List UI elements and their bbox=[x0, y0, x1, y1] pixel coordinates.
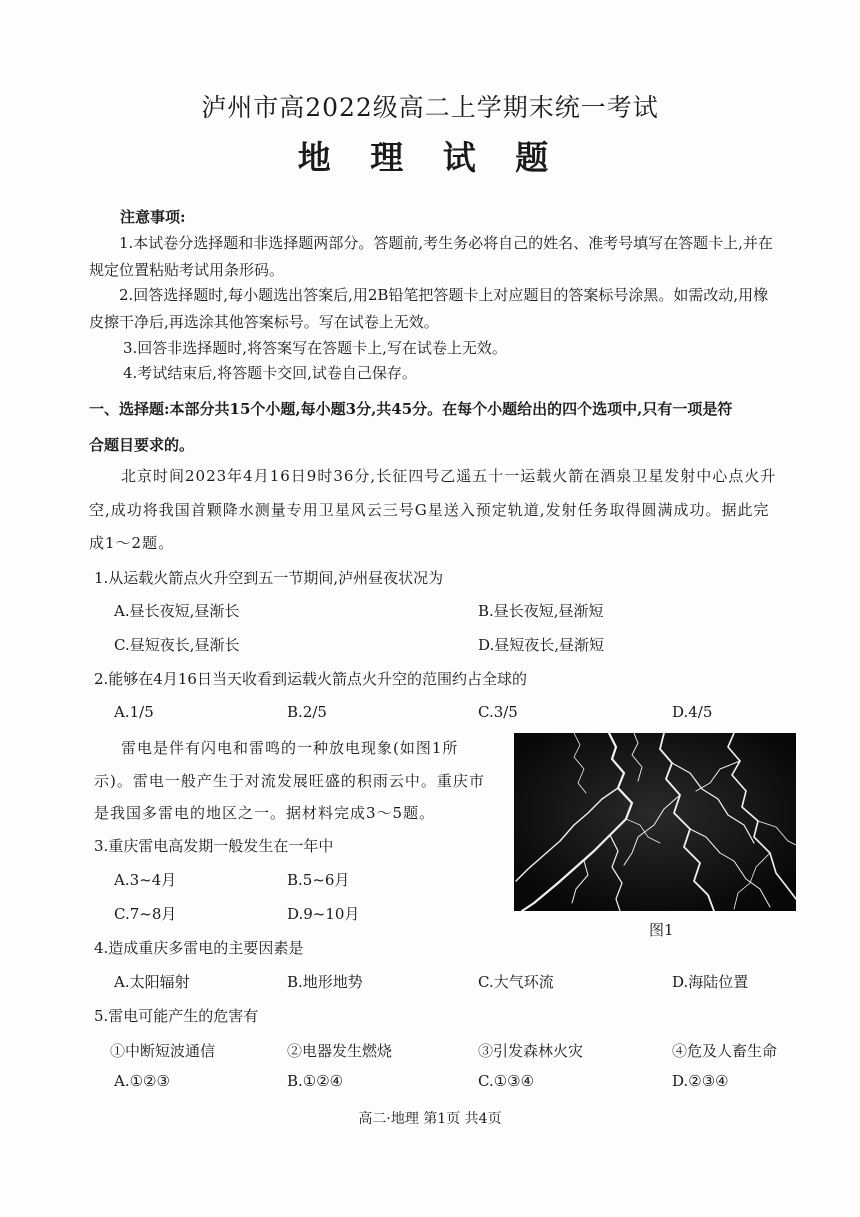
q5-item-3: ③引发森林火灾 bbox=[478, 1042, 584, 1060]
q5-stem: 5.雷电可能产生的危害有 bbox=[94, 1007, 259, 1025]
passage2-line-2: 示)。雷电一般产生于对流发展旺盛的积雨云中。重庆市 bbox=[94, 772, 485, 790]
lightning-icon bbox=[514, 733, 796, 911]
q4-option-a: A.太阳辐射 bbox=[114, 973, 190, 991]
passage1-line-2: 空,成功将我国首颗降水测量专用卫星风云三号G星送入预定轨道,发射任务取得圆满成功。据此完 bbox=[89, 501, 770, 519]
q1-option-c: C.昼短夜长,昼渐长 bbox=[114, 636, 240, 654]
subject-title: 地 理 试 题 bbox=[297, 138, 563, 177]
q5-option-d: D.②③④ bbox=[672, 1072, 729, 1090]
notice-heading: 注意事项: bbox=[120, 208, 186, 226]
q3-option-c: C.7~8月 bbox=[114, 905, 177, 923]
q4-stem: 4.造成重庆多雷电的主要因素是 bbox=[94, 939, 304, 957]
passage1-line-1: 北京时间2023年4月16日9时36分,长征四号乙遥五十一运载火箭在酒泉卫星发射中心点火升 bbox=[121, 467, 777, 485]
q2-option-b: B.2/5 bbox=[287, 703, 327, 721]
q5-option-b: B.①②④ bbox=[287, 1072, 344, 1090]
passage1-line-3: 成1～2题。 bbox=[89, 534, 175, 552]
q4-option-b: B.地形地势 bbox=[287, 973, 363, 991]
notice-line-2a: 2.回答选择题时,每小题选出答案后,用2B铅笔把答题卡上对应题目的答案标号涂黑。如需改动,用橡 bbox=[119, 286, 769, 304]
section-heading-b: 合题目要求的。 bbox=[89, 436, 195, 454]
q4-option-d: D.海陆位置 bbox=[672, 973, 749, 991]
q5-item-4: ④危及人畜生命 bbox=[672, 1042, 778, 1060]
q5-item-1: ①中断短波通信 bbox=[110, 1042, 216, 1060]
q1-option-b: B.昼长夜短,昼渐短 bbox=[478, 602, 604, 620]
q3-option-a: A.3~4月 bbox=[114, 871, 177, 889]
q3-option-d: D.9~10月 bbox=[287, 905, 360, 923]
q1-option-d: D.昼短夜长,昼渐短 bbox=[478, 636, 605, 654]
q5-item-2: ②电器发生燃烧 bbox=[287, 1042, 393, 1060]
notice-line-4: 4.考试结束后,将答题卡交回,试卷自己保存。 bbox=[123, 364, 417, 382]
passage2-line-1: 雷电是伴有闪电和雷鸣的一种放电现象(如图1所 bbox=[121, 739, 459, 757]
q1-stem: 1.从运载火箭点火升空到五一节期间,泸州昼夜状况为 bbox=[94, 569, 444, 587]
notice-line-2b: 皮擦干净后,再选涂其他答案标号。写在试卷上无效。 bbox=[89, 313, 439, 331]
q5-option-c: C.①③④ bbox=[478, 1072, 535, 1090]
q2-option-d: D.4/5 bbox=[672, 703, 713, 721]
q2-option-c: C.3/5 bbox=[478, 703, 518, 721]
notice-line-1a: 1.本试卷分选择题和非选择题两部分。答题前,考生务必将自己的姓名、准考号填写在答题卡上,并在 bbox=[119, 234, 773, 252]
figure-caption: 图1 bbox=[649, 921, 674, 939]
section-heading-a: 一、选择题:本部分共15个小题,每小题3分,共45分。在每个小题给出的四个选项中,只有一项是符 bbox=[89, 400, 733, 418]
q2-option-a: A.1/5 bbox=[114, 703, 154, 721]
page-footer: 高二·地理 第1页 共4页 bbox=[358, 1111, 502, 1127]
notice-line-1b: 规定位置粘贴考试用条形码。 bbox=[89, 261, 285, 279]
q2-stem: 2.能够在4月16日当天收看到运载火箭点火升空的范围约占全球的 bbox=[94, 670, 527, 688]
q3-stem: 3.重庆雷电高发期一般发生在一年中 bbox=[94, 837, 334, 855]
passage2-line-3: 是我国多雷电的地区之一。据材料完成3～5题。 bbox=[94, 804, 436, 822]
q5-option-a: A.①②③ bbox=[114, 1072, 170, 1090]
exam-title: 泸州市高2022级高二上学期末统一考试 bbox=[201, 93, 659, 122]
lightning-figure bbox=[514, 733, 796, 911]
q3-option-b: B.5~6月 bbox=[287, 871, 350, 889]
q4-option-c: C.大气环流 bbox=[478, 973, 554, 991]
notice-line-3: 3.回答非选择题时,将答案写在答题卡上,写在试卷上无效。 bbox=[123, 339, 507, 357]
q1-option-a: A.昼长夜短,昼渐长 bbox=[114, 602, 240, 620]
